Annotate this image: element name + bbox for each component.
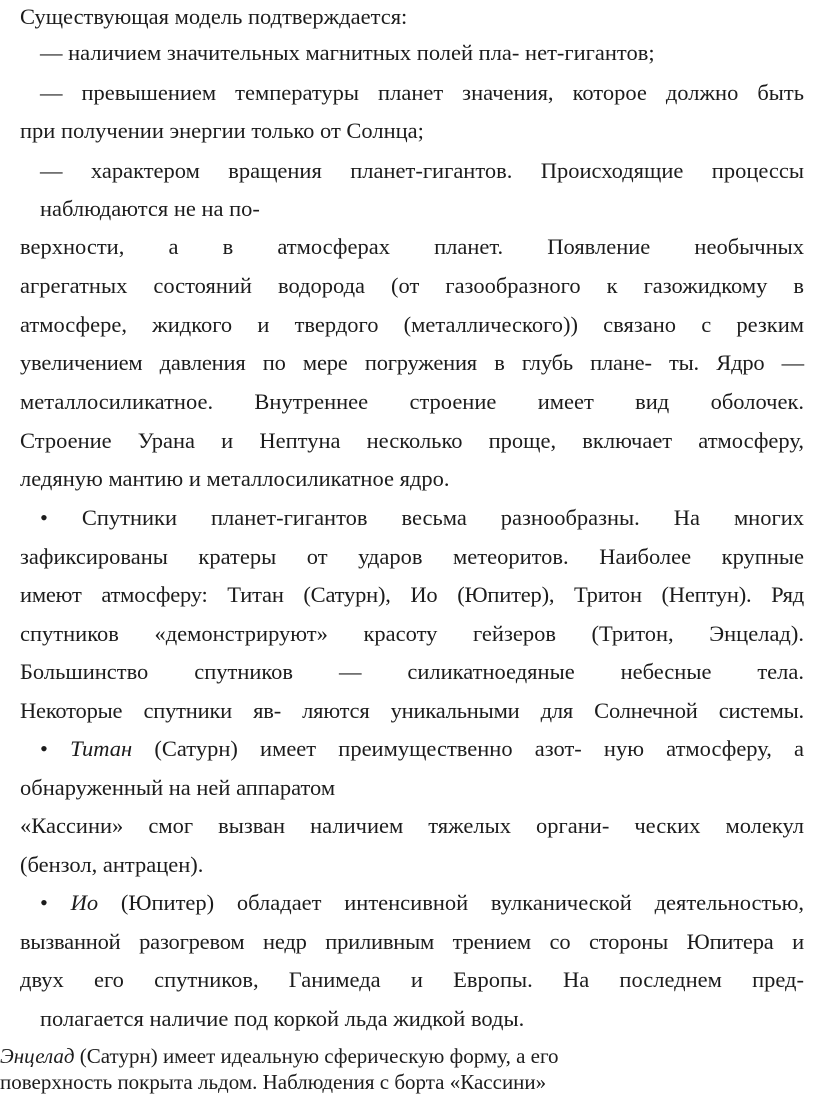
paragraph-line: металлосиликатное. Внутреннее строение имеет вид оболочек. [20, 389, 804, 414]
paragraph-line: полагается наличие под коркой льда жидкой воды. [40, 1006, 525, 1031]
paragraph-line: имеют атмосферу: Титан (Сатурн), Ио (Юпитер), Тритон (Нептун). Ряд [20, 582, 804, 607]
bullet-paragraph-line [40, 734, 804, 764]
list-item-dash: — превышением температуры планет значения, которое должно быть [40, 80, 804, 105]
paragraph-line: вызванной разогревом недр приливным трением со стороны Юпитера и [20, 929, 804, 954]
italic-term: Титан [70, 736, 133, 761]
text-span: (Сатурн) имеет идеальную сферическую форму, а его [79, 1044, 559, 1068]
text-line: Существующая модель подтверждается: [20, 4, 408, 29]
paragraph-line: зафиксированы кратеры от ударов метеоритов. Наиболее крупные [20, 544, 804, 569]
paragraph-line: агрегатных состояний водорода (от газообразного к газожидкому в [20, 273, 804, 298]
paragraph-line: (бензол, антрацен). [20, 852, 204, 877]
list-item-dash: — наличием значительных магнитных полей пла- нет-гигантов; [40, 40, 655, 65]
paragraph-line: ледяную мантию и металлосиликатное ядро. [20, 466, 450, 491]
bullet: • [40, 736, 48, 761]
paragraph-line [0, 1043, 700, 1069]
paragraph-line: двух его спутников, Ганимеда и Европы. На последнем пред- [20, 967, 804, 992]
list-item-dash: — характером вращения планет-гигантов. Происходящие процессы [40, 158, 804, 183]
bullet-paragraph-line [40, 888, 804, 918]
paragraph-line: атмосфере, жидкого и твердого (металлического)) связано с резким [20, 312, 804, 337]
paragraph-line: «Кассини» смог вызван наличием тяжелых органи- ческих молекул [20, 813, 804, 838]
paragraph-line: Большинство спутников — силикатноедяные небесные тела. [20, 659, 804, 684]
text-line: при получении энергии только от Солнца; [20, 118, 424, 143]
paragraph-line: увеличением давления по мере погружения в глубь плане- ты. Ядро — [20, 350, 804, 375]
italic-term: Энцелад [0, 1044, 75, 1068]
paragraph-line: верхности, а в атмосферах планет. Появление необычных [20, 234, 804, 259]
paragraph-line: спутников «демонстрируют» красоту гейзеров (Тритон, Энцелад). [20, 621, 804, 646]
italic-term: Ио [70, 890, 99, 915]
paragraph-line: обнаруженный на ней аппаратом [20, 775, 336, 800]
text-span: (Юпитер) обладает интенсивной вулканической деятельностью, [120, 890, 805, 915]
paragraph-line: Строение Урана и Нептуна несколько проще, включает атмосферу, [20, 428, 804, 453]
bullet-paragraph-line: • Спутники планет-гигантов весьма разнообразны. На многих [40, 505, 804, 530]
text-line: наблюдаются не на по- [40, 196, 260, 221]
paragraph-line: Некоторые спутники яв- ляются уникальными для Солнечной системы. [20, 698, 804, 723]
bullet: • [40, 890, 48, 915]
text-span: (Сатурн) имеет преимущественно азот- ную атмосферу, а [154, 736, 805, 761]
paragraph-line: поверхность покрыта льдом. Наблюдения с борта «Кассини» [0, 1070, 547, 1094]
